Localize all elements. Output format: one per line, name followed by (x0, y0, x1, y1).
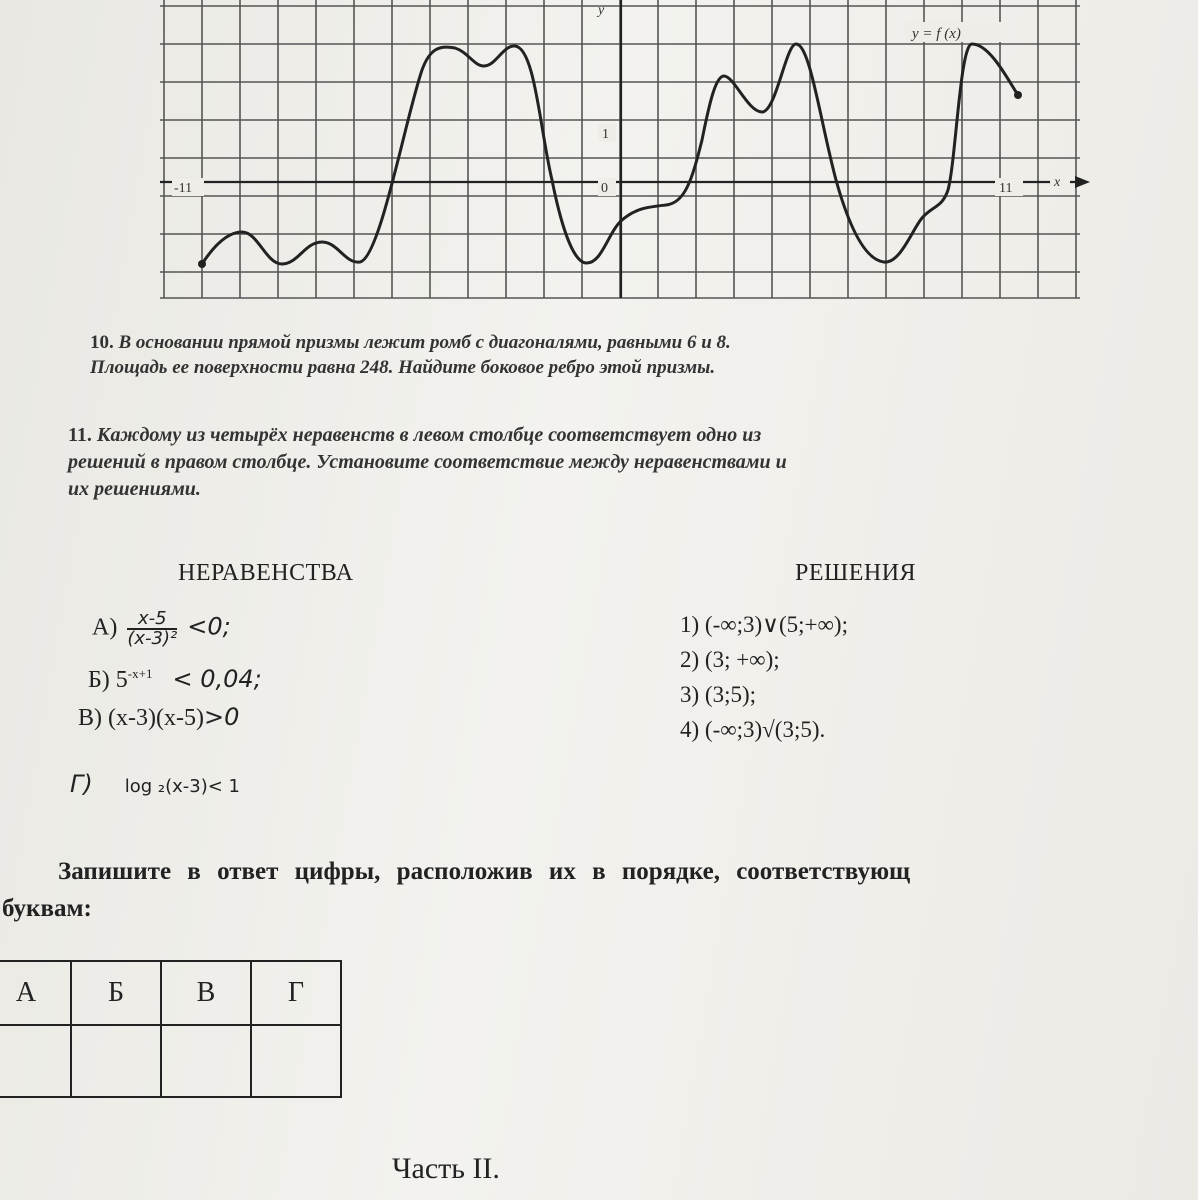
x-axis-arrow (1075, 176, 1090, 188)
inequality-g-expression: log ₂(x-3)< 1 (124, 776, 241, 797)
inequality-a (92, 610, 231, 648)
origin-label: 0 (601, 181, 608, 196)
solution-1: 1) (-∞;3)∨(5;+∞); (680, 612, 848, 637)
inequality-a-denominator: (x-3)² (127, 628, 178, 649)
task-11-line-3: их решениями. (68, 478, 201, 500)
solution-3: 3) (3;5); (680, 682, 757, 707)
task-10-line-2: Площадь ее поверхности равна 248. Найдите боковое ребро этой призмы. (90, 357, 716, 378)
answer-cell-v[interactable] (161, 1025, 251, 1097)
inequalities-header: НЕРАВЕНСТВА (178, 560, 354, 586)
inequality-b (88, 665, 262, 694)
answer-table-input-row (0, 1025, 341, 1097)
answer-instruction-line-2: буквам: (2, 895, 92, 922)
inequality-v (78, 703, 239, 732)
inequality-v-label: В) (78, 705, 102, 731)
x-axis-label: x (1054, 175, 1061, 190)
tick-one-label: 1 (602, 127, 609, 142)
inequality-a-label: А) (92, 614, 118, 641)
solution-4: 4) (-∞;3)√(3;5). (680, 717, 826, 742)
endpoint-right (1014, 91, 1022, 99)
x-min-label: -11 (174, 181, 193, 196)
inequality-v-expression: (x-3)(x-5) (108, 705, 204, 731)
function-graph (0, 0, 1198, 310)
task-10-number: 10. (90, 332, 114, 353)
answer-cell-a[interactable] (0, 1025, 71, 1097)
task-11-number: 11. (68, 424, 92, 446)
inequality-b-exponent: -x+1 (127, 666, 153, 681)
inequality-b-base: 5 (115, 667, 128, 693)
endpoint-left (198, 260, 206, 268)
inequality-a-numerator: x-5 (127, 610, 177, 630)
inequality-g-label: Г) (70, 770, 93, 798)
task-10-line-1: 10. В основании прямой призмы лежит ромб с диагоналями, равными 6 и 8. (90, 332, 731, 353)
y-axis-label: y (598, 3, 605, 18)
task-11 (68, 422, 787, 503)
solution-2: 2) (3; +∞); (680, 647, 780, 672)
inequality-v-rest: >0 (203, 703, 240, 731)
solutions-header: РЕШЕНИЯ (795, 560, 917, 586)
x-max-label: 11 (999, 181, 1013, 196)
answer-header-a: А (0, 961, 71, 1025)
task-10 (90, 330, 731, 380)
inequality-a-fraction (127, 610, 177, 648)
answer-header-v: В (161, 961, 251, 1025)
inequality-g (70, 770, 240, 799)
part-two-heading: Часть II. (392, 1152, 500, 1185)
function-label: y = f (x) (912, 26, 961, 42)
task-11-line-1: 11. Каждому из четырёх неравенств в левом столбце соответствует одно из (68, 424, 762, 446)
task-11-line-2: решений в правом столбце. Установите соответствие между неравенствами и (68, 451, 787, 473)
answer-table (0, 960, 342, 1098)
function-curve (202, 44, 1018, 264)
inequality-b-rest: < 0,04; (172, 665, 262, 693)
answer-instruction-line-1: Запишите в ответ цифры, расположив их в порядке, соответствующ (58, 858, 911, 885)
inequality-a-rest: <0; (187, 612, 231, 641)
answer-cell-g[interactable] (251, 1025, 341, 1097)
answer-header-g: Г (251, 961, 341, 1025)
inequality-b-label: Б) (88, 667, 110, 693)
answer-header-b: Б (71, 961, 161, 1025)
answer-cell-b[interactable] (71, 1025, 161, 1097)
answer-table-header-row (0, 961, 341, 1025)
